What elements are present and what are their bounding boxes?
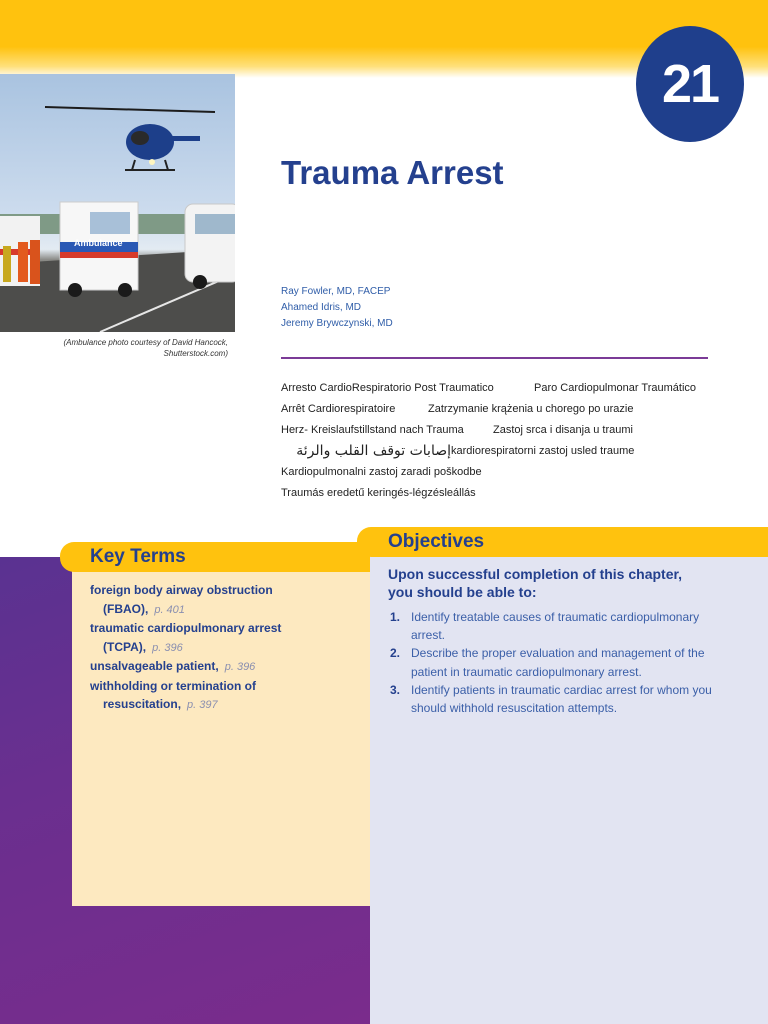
translation-row (281, 460, 721, 481)
title-translations (281, 376, 721, 502)
objective-number: 2. (390, 646, 401, 661)
objective-text-line: Identify patients in traumatic cardiac arrest for whom you (411, 682, 712, 697)
author-list (281, 284, 393, 332)
key-term-row (90, 581, 360, 600)
key-term: resuscitation, (103, 697, 182, 711)
key-terms-header (60, 542, 370, 572)
translation-row (281, 418, 721, 439)
translation-french: Arrêt Cardiorespiratoire (281, 403, 396, 415)
key-terms-heading: Key Terms (90, 546, 186, 567)
objectives-intro-line-1: Upon successful completion of this chapter, (388, 566, 683, 582)
objective-number: 3. (390, 682, 401, 697)
translation-polish: Zatrzymanie krążenia u chorego po urazie (428, 403, 634, 415)
objective-text-line: should withhold resuscitation attempts. (411, 701, 618, 716)
objective-text-line: patient in traumatic cardiopulmonary arrest. (411, 664, 642, 679)
author-name: Ray Fowler, MD, FACEP (281, 286, 391, 297)
translation-arabic: إصابات توقف القلب والرئة (296, 443, 451, 459)
objectives-list (390, 608, 715, 717)
chapter-photo (0, 74, 235, 332)
chapter-number-badge (636, 26, 744, 142)
objective-number: 1. (390, 610, 401, 624)
chapter-title: Trauma Arrest (281, 154, 504, 191)
author-name: Ahamed Idris, MD (281, 302, 362, 313)
key-terms-list (90, 581, 360, 715)
chapter-number: 21 (661, 54, 719, 114)
key-term-page-ref: p. 396 (152, 641, 183, 654)
objective-text-line: arrest. (411, 628, 446, 643)
key-term-row (90, 600, 360, 620)
translation-spanish: Paro Cardiopulmonar Traumático (534, 382, 697, 394)
key-term-page-ref: p. 401 (154, 603, 185, 616)
photo-credit (20, 337, 228, 359)
translation-hungarian: Traumás eredetű keringés-légzésleállás (281, 487, 476, 499)
key-term-page-ref: p. 396 (224, 661, 256, 673)
key-term: (TCPA), (103, 639, 147, 654)
title-divider (281, 357, 708, 359)
translation-italian: Arresto CardioRespiratorio Post Traumatico (281, 382, 494, 394)
photo-credit-line-2: Shutterstock.com) (163, 349, 228, 358)
key-term-row (90, 657, 360, 677)
ambulance-label: Ambulance (74, 238, 123, 248)
objective-item (390, 681, 715, 717)
key-term-row (90, 638, 360, 658)
translation-croatian: Zastoj srca i disanja u traumi (493, 424, 633, 436)
objectives-heading: Objectives (388, 531, 485, 552)
objectives-header (357, 527, 768, 557)
author-name: Jeremy Brywczynski, MD (281, 318, 393, 329)
objective-item (390, 644, 715, 680)
key-term-page-ref: p. 397 (187, 699, 218, 711)
key-term: traumatic cardiopulmonary arrest (90, 621, 282, 635)
translation-row (281, 439, 721, 460)
objectives-intro (388, 565, 718, 601)
key-term: unsalvageable patient, (90, 659, 219, 673)
key-term: foreign body airway obstruction (90, 583, 273, 597)
key-term: withholding or termination of (90, 678, 256, 693)
objective-text-line: Describe the proper evaluation and management of the (411, 646, 705, 661)
photo-credit-line-1: (Ambulance photo courtesy of David Hancock, (63, 338, 228, 347)
objective-item (390, 608, 715, 644)
key-term-row (90, 695, 360, 715)
translation-row (281, 376, 721, 397)
translation-row (281, 481, 721, 502)
translation-slovenian: Kardiopulmonalni zastoj zaradi poškodbe (281, 466, 482, 478)
key-term-row (90, 677, 360, 696)
helicopter-ambulance-illustration (0, 74, 235, 332)
translation-german: Herz- Kreislaufstillstand nach Trauma (281, 424, 464, 436)
key-term: (FBAO), (103, 601, 149, 616)
key-term-row (90, 619, 360, 638)
objective-text-line: Identify treatable causes of traumatic cardiopulmonary (411, 610, 700, 624)
translation-serbian: kardiorespiratorni zastoj usled traume (451, 445, 635, 457)
objectives-intro-line-2: you should be able to: (388, 584, 537, 600)
translation-row (281, 397, 721, 418)
